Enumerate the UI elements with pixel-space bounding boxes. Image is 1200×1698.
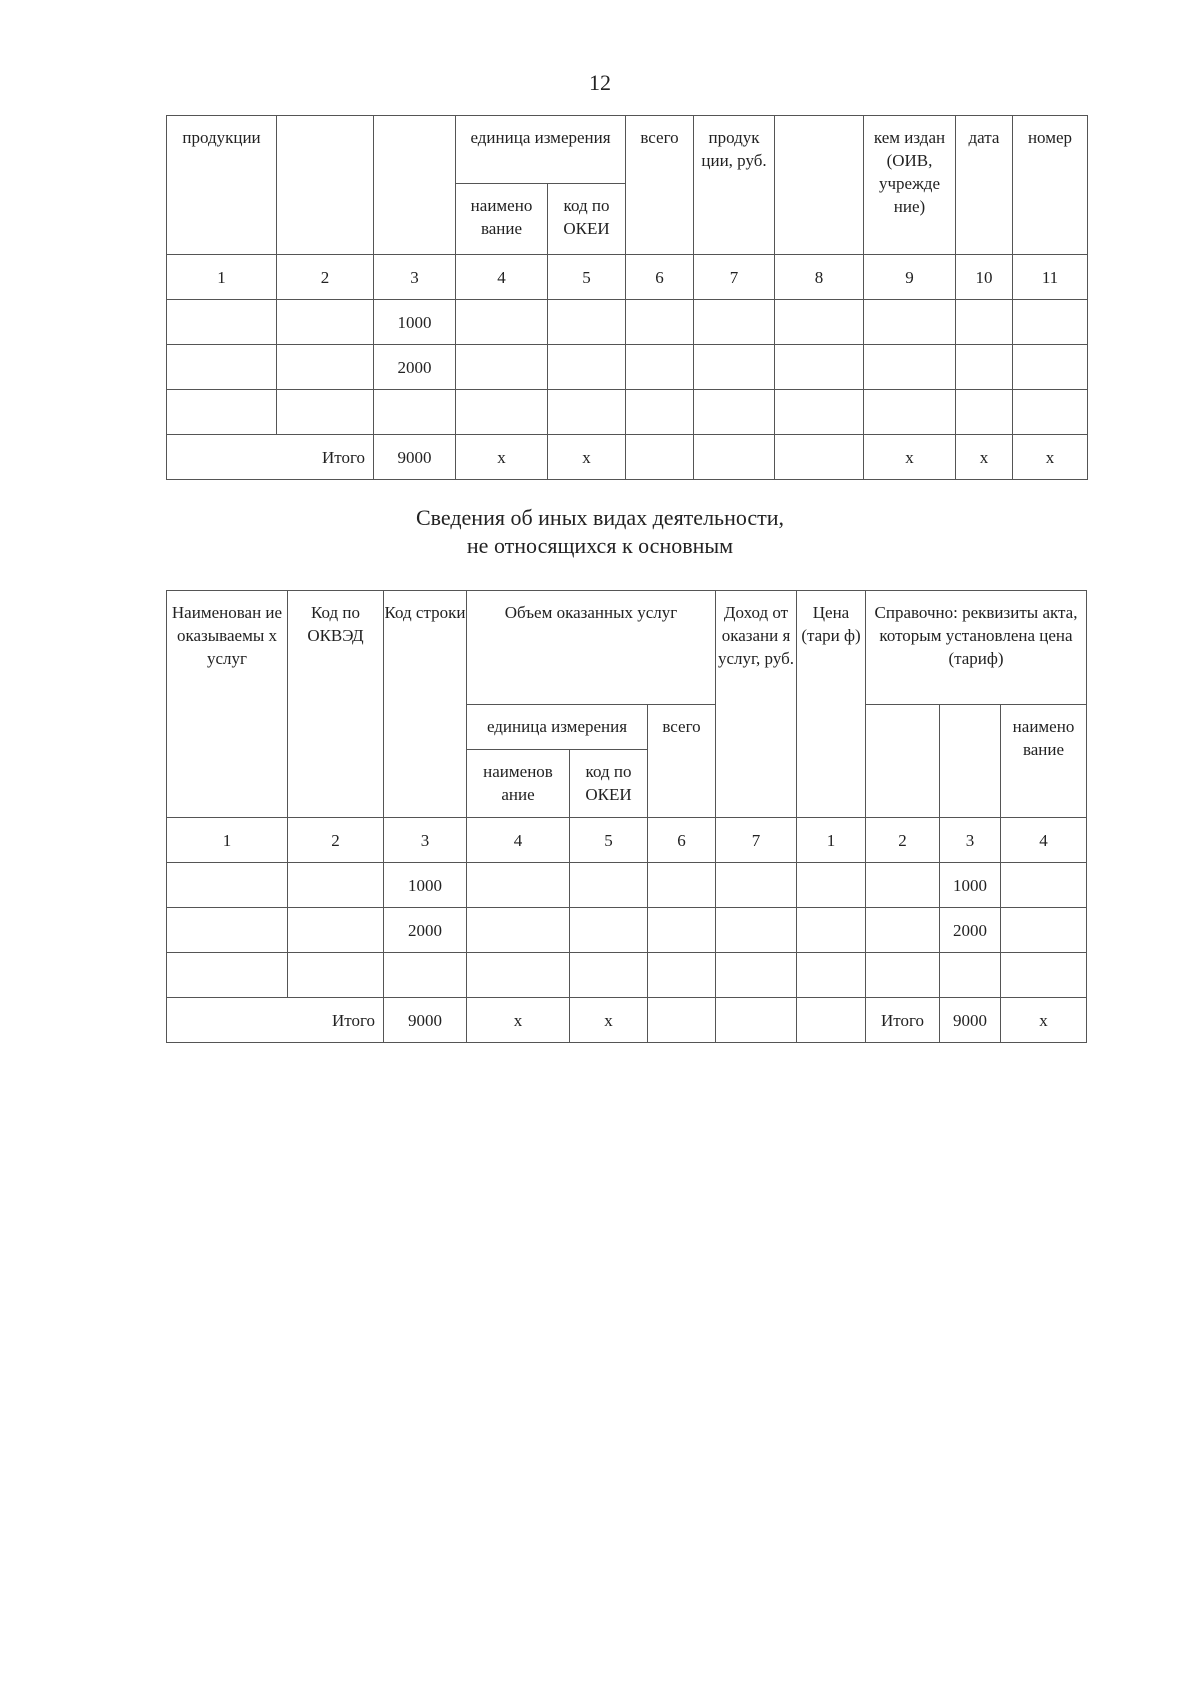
- header-products-rub: продук ции, руб.: [694, 116, 775, 255]
- table-cell: [716, 953, 797, 998]
- table-cell: [648, 863, 716, 908]
- table-cell: [548, 300, 626, 345]
- header-date: дата: [956, 116, 1013, 255]
- table-cell: [467, 908, 570, 953]
- table-cell: [694, 345, 775, 390]
- table-cell: [797, 953, 866, 998]
- table-cell: [277, 345, 374, 390]
- table-cell: 1000: [940, 863, 1001, 908]
- caption-line-1: Сведения об иных видах деятельности,: [415, 505, 785, 530]
- header-empty-3: [374, 116, 456, 255]
- table-cell: [570, 908, 648, 953]
- header-service-name: Наименован ие оказываемы х услуг: [167, 591, 288, 818]
- header-unit-name: наимено вание: [456, 184, 548, 255]
- total-row: [167, 998, 1087, 1043]
- header-empty-8: [775, 116, 864, 255]
- table-cell: [1001, 863, 1087, 908]
- table-cell: [626, 345, 694, 390]
- total-cell: х: [1001, 998, 1087, 1043]
- table-cell: [1013, 345, 1088, 390]
- table-cell: [1013, 390, 1088, 435]
- table-cell: [866, 863, 940, 908]
- table-cell: [956, 300, 1013, 345]
- table-cell: [864, 390, 956, 435]
- table-cell: [866, 908, 940, 953]
- total-cell: [648, 998, 716, 1043]
- total-cell: х: [467, 998, 570, 1043]
- col-number: 2: [866, 818, 940, 863]
- table-cell: [864, 300, 956, 345]
- table-row: [167, 863, 1087, 908]
- header-okved: Код по ОКВЭД: [288, 591, 384, 818]
- header-unit-code: код по ОКЕИ: [548, 184, 626, 255]
- total-label: Итого: [167, 435, 374, 480]
- header-ref-name: наимено вание: [1001, 705, 1087, 818]
- table-cell: [374, 390, 456, 435]
- table-cell: [167, 300, 277, 345]
- table-cell: 2000: [384, 908, 467, 953]
- col-number: 2: [277, 255, 374, 300]
- table-cell: [864, 345, 956, 390]
- col-number: 7: [716, 818, 797, 863]
- table-cell: [648, 908, 716, 953]
- col-number: 4: [1001, 818, 1087, 863]
- table-cell: [167, 863, 288, 908]
- col-number: 11: [1013, 255, 1088, 300]
- table-cell: [775, 300, 864, 345]
- table-cell: [626, 300, 694, 345]
- table-cell: [956, 390, 1013, 435]
- col-number: 7: [694, 255, 775, 300]
- total-cell: [716, 998, 797, 1043]
- table-cell: [1001, 953, 1087, 998]
- table-cell: [797, 863, 866, 908]
- table-cell: [694, 300, 775, 345]
- header-row-code: Код строки: [384, 591, 467, 818]
- table-cell: [548, 345, 626, 390]
- table-row: [167, 300, 1088, 345]
- total-cell: 9000: [374, 435, 456, 480]
- total-cell: [626, 435, 694, 480]
- table-cell: 2000: [940, 908, 1001, 953]
- col-number: 5: [548, 255, 626, 300]
- col-number: 10: [956, 255, 1013, 300]
- table-cell: [1013, 300, 1088, 345]
- col-number: 1: [167, 818, 288, 863]
- products-table: [166, 115, 1088, 480]
- header-price: Цена (тари ф): [797, 591, 866, 818]
- col-number: 3: [374, 255, 456, 300]
- table-cell: [277, 300, 374, 345]
- header-empty-2: [277, 116, 374, 255]
- header-income: Доход от оказани я услуг, руб.: [716, 591, 797, 818]
- header-volume: Объем оказанных услуг: [467, 591, 716, 705]
- col-number: 3: [940, 818, 1001, 863]
- header-unit: единица измерения: [456, 116, 626, 184]
- table-cell: [167, 390, 277, 435]
- header-reference: Справочно: реквизиты акта, которым установлена цена (тариф): [866, 591, 1087, 705]
- table-cell: [167, 345, 277, 390]
- table-cell: 2000: [374, 345, 456, 390]
- caption-line-2: не относящихся к основным: [466, 533, 734, 558]
- page-number: 12: [589, 70, 611, 95]
- header-number: номер: [1013, 116, 1088, 255]
- total-cell: [797, 998, 866, 1043]
- col-number: 8: [775, 255, 864, 300]
- total-label: Итого: [167, 998, 384, 1043]
- header-ref-empty-1: [866, 705, 940, 818]
- col-number: 1: [797, 818, 866, 863]
- header-unit: единица измерения: [467, 705, 648, 750]
- col-number: 1: [167, 255, 277, 300]
- table-row: [167, 908, 1087, 953]
- header-products: продукции: [167, 116, 277, 255]
- total-cell: х: [548, 435, 626, 480]
- table-cell: [467, 953, 570, 998]
- total-cell: 9000: [384, 998, 467, 1043]
- total-cell: х: [956, 435, 1013, 480]
- header-issued-by: кем издан (ОИВ, учрежде ние): [864, 116, 956, 255]
- table-cell: 1000: [384, 863, 467, 908]
- table-cell: 1000: [374, 300, 456, 345]
- table-cell: [940, 953, 1001, 998]
- total-cell: [775, 435, 864, 480]
- table-cell: [956, 345, 1013, 390]
- table-cell: [167, 953, 288, 998]
- table-cell: [716, 863, 797, 908]
- header-total: всего: [626, 116, 694, 255]
- col-number: 4: [467, 818, 570, 863]
- table-cell: [456, 390, 548, 435]
- table-cell: [167, 908, 288, 953]
- header-total: всего: [648, 705, 716, 818]
- section-caption: [0, 504, 1200, 560]
- services-table: [166, 590, 1087, 1043]
- total-row: [167, 435, 1088, 480]
- table-cell: [775, 390, 864, 435]
- col-number: 4: [456, 255, 548, 300]
- table-cell: [277, 390, 374, 435]
- total-cell: х: [864, 435, 956, 480]
- table-cell: [288, 953, 384, 998]
- table-cell: [456, 345, 548, 390]
- col-number: 6: [626, 255, 694, 300]
- table-cell: [775, 345, 864, 390]
- table-cell: [1001, 908, 1087, 953]
- total-cell: х: [570, 998, 648, 1043]
- table-cell: [694, 390, 775, 435]
- table-cell: [570, 953, 648, 998]
- table-cell: [866, 953, 940, 998]
- header-unit-code: код по ОКЕИ: [570, 750, 648, 818]
- col-number: 6: [648, 818, 716, 863]
- col-number: 2: [288, 818, 384, 863]
- col-number: 3: [384, 818, 467, 863]
- col-number: 5: [570, 818, 648, 863]
- table-cell: [288, 863, 384, 908]
- table-cell: [626, 390, 694, 435]
- total-cell: х: [456, 435, 548, 480]
- table-cell: [467, 863, 570, 908]
- table-cell: [548, 390, 626, 435]
- table-cell: [797, 908, 866, 953]
- table-row: [167, 390, 1088, 435]
- col-number: 9: [864, 255, 956, 300]
- table-cell: [456, 300, 548, 345]
- table-cell: [288, 908, 384, 953]
- header-unit-name: наименов ание: [467, 750, 570, 818]
- total-cell: х: [1013, 435, 1088, 480]
- table-cell: [384, 953, 467, 998]
- total-cell: 9000: [940, 998, 1001, 1043]
- total-cell: Итого: [866, 998, 940, 1043]
- header-ref-empty-2: [940, 705, 1001, 818]
- table-row: [167, 953, 1087, 998]
- table-cell: [716, 908, 797, 953]
- table-cell: [570, 863, 648, 908]
- table-cell: [648, 953, 716, 998]
- total-cell: [694, 435, 775, 480]
- table-row: [167, 345, 1088, 390]
